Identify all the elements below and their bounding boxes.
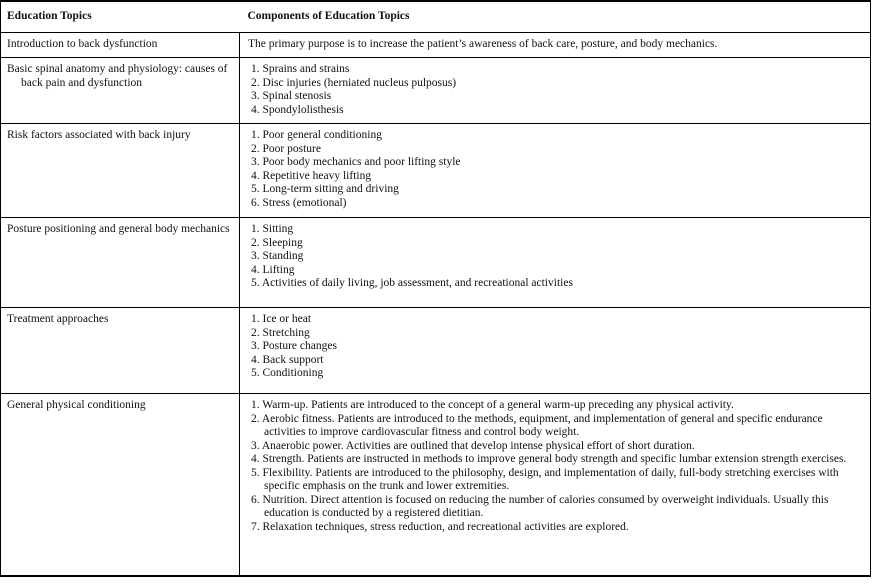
- component-item: 4. Back support: [251, 353, 324, 366]
- component-item: 2. Poor posture: [251, 142, 321, 155]
- table-row: [1, 394, 871, 576]
- component-item: 4. Lifting: [251, 263, 295, 276]
- component-item: 1. Warm-up. Patients are introduced to the concept of a general warm-up preceding any physical activity.: [251, 399, 734, 411]
- header-education-topics: Education Topics: [1, 1, 240, 32]
- component-item: 3. Poor body mechanics and poor lifting style: [251, 156, 461, 168]
- component-item: 2. Sleeping: [251, 236, 303, 249]
- table-row: [1, 58, 871, 124]
- component-item: 5. Long-term sitting and driving: [251, 183, 399, 195]
- component-item: 3. Posture changes: [251, 340, 337, 352]
- component-item: 5. Activities of daily living, job assessment, and recreational activities: [251, 277, 573, 289]
- component-item: 1. Sprains and strains: [251, 63, 350, 75]
- table-row: [1, 308, 871, 394]
- component-item: 7. Relaxation techniques, stress reduction, and recreational activities are explored.: [251, 520, 629, 533]
- topic-basic-spinal-anatomy: Basic spinal anatomy and physiology: causes of back pain and dysfunction: [7, 63, 228, 89]
- table-row: [1, 32, 871, 58]
- component-item: 6. Nutrition. Direct attention is focused on reducing the number of calories consumed by overweight individuals. Usually this education is conducted by a registered dietitian.: [251, 493, 829, 519]
- topic-introduction: Introduction to back dysfunction: [7, 37, 158, 50]
- component-paragraph: The primary purpose is to increase the patient’s awareness of back care, posture, and body mechanics.: [248, 37, 718, 50]
- component-item: 3. Spinal stenosis: [251, 90, 332, 102]
- topic-risk-factors: Risk factors associated with back injury: [7, 129, 191, 141]
- component-item: 6. Stress (emotional): [251, 196, 347, 209]
- topic-posture-positioning: Posture positioning and general body mechanics: [7, 223, 230, 235]
- component-item: 4. Strength. Patients are instructed in methods to improve general body strength and specific lumbar extension strength exercises.: [251, 453, 847, 465]
- component-item: 2. Stretching: [251, 326, 310, 339]
- component-item: 5. Conditioning: [251, 367, 324, 379]
- component-item: 5. Flexibility. Patients are introduced to the philosophy, design, and implementation of daily, full-body stretching exercises with specific emphasis on the trunk and lower extremities.: [251, 466, 839, 492]
- component-item: 3. Standing: [251, 250, 304, 262]
- component-item: 1. Ice or heat: [251, 313, 312, 325]
- header-components-of-education-topics: Components of Education Topics: [240, 1, 871, 32]
- component-item: 1. Poor general conditioning: [251, 129, 382, 141]
- table-row: [1, 218, 871, 308]
- component-item: 1. Sitting: [251, 223, 294, 235]
- topic-general-physical-conditioning: General physical conditioning: [7, 399, 146, 411]
- topic-treatment-approaches: Treatment approaches: [7, 313, 109, 325]
- component-item: 4. Repetitive heavy lifting: [251, 169, 372, 182]
- component-item: 2. Disc injuries (herniated nucleus pulposus): [251, 76, 457, 89]
- component-item: 4. Spondylolisthesis: [251, 103, 344, 116]
- table-header: [1, 1, 871, 32]
- component-item: 3. Anaerobic power. Activities are outlined that develop intense physical effort of short duration.: [251, 439, 695, 452]
- table-row: [1, 124, 871, 218]
- component-item: 2. Aerobic fitness. Patients are introduced to the methods, equipment, and implementation of general and specific endurance activities to improve cardiovascular fitness and control body weight.: [251, 412, 823, 438]
